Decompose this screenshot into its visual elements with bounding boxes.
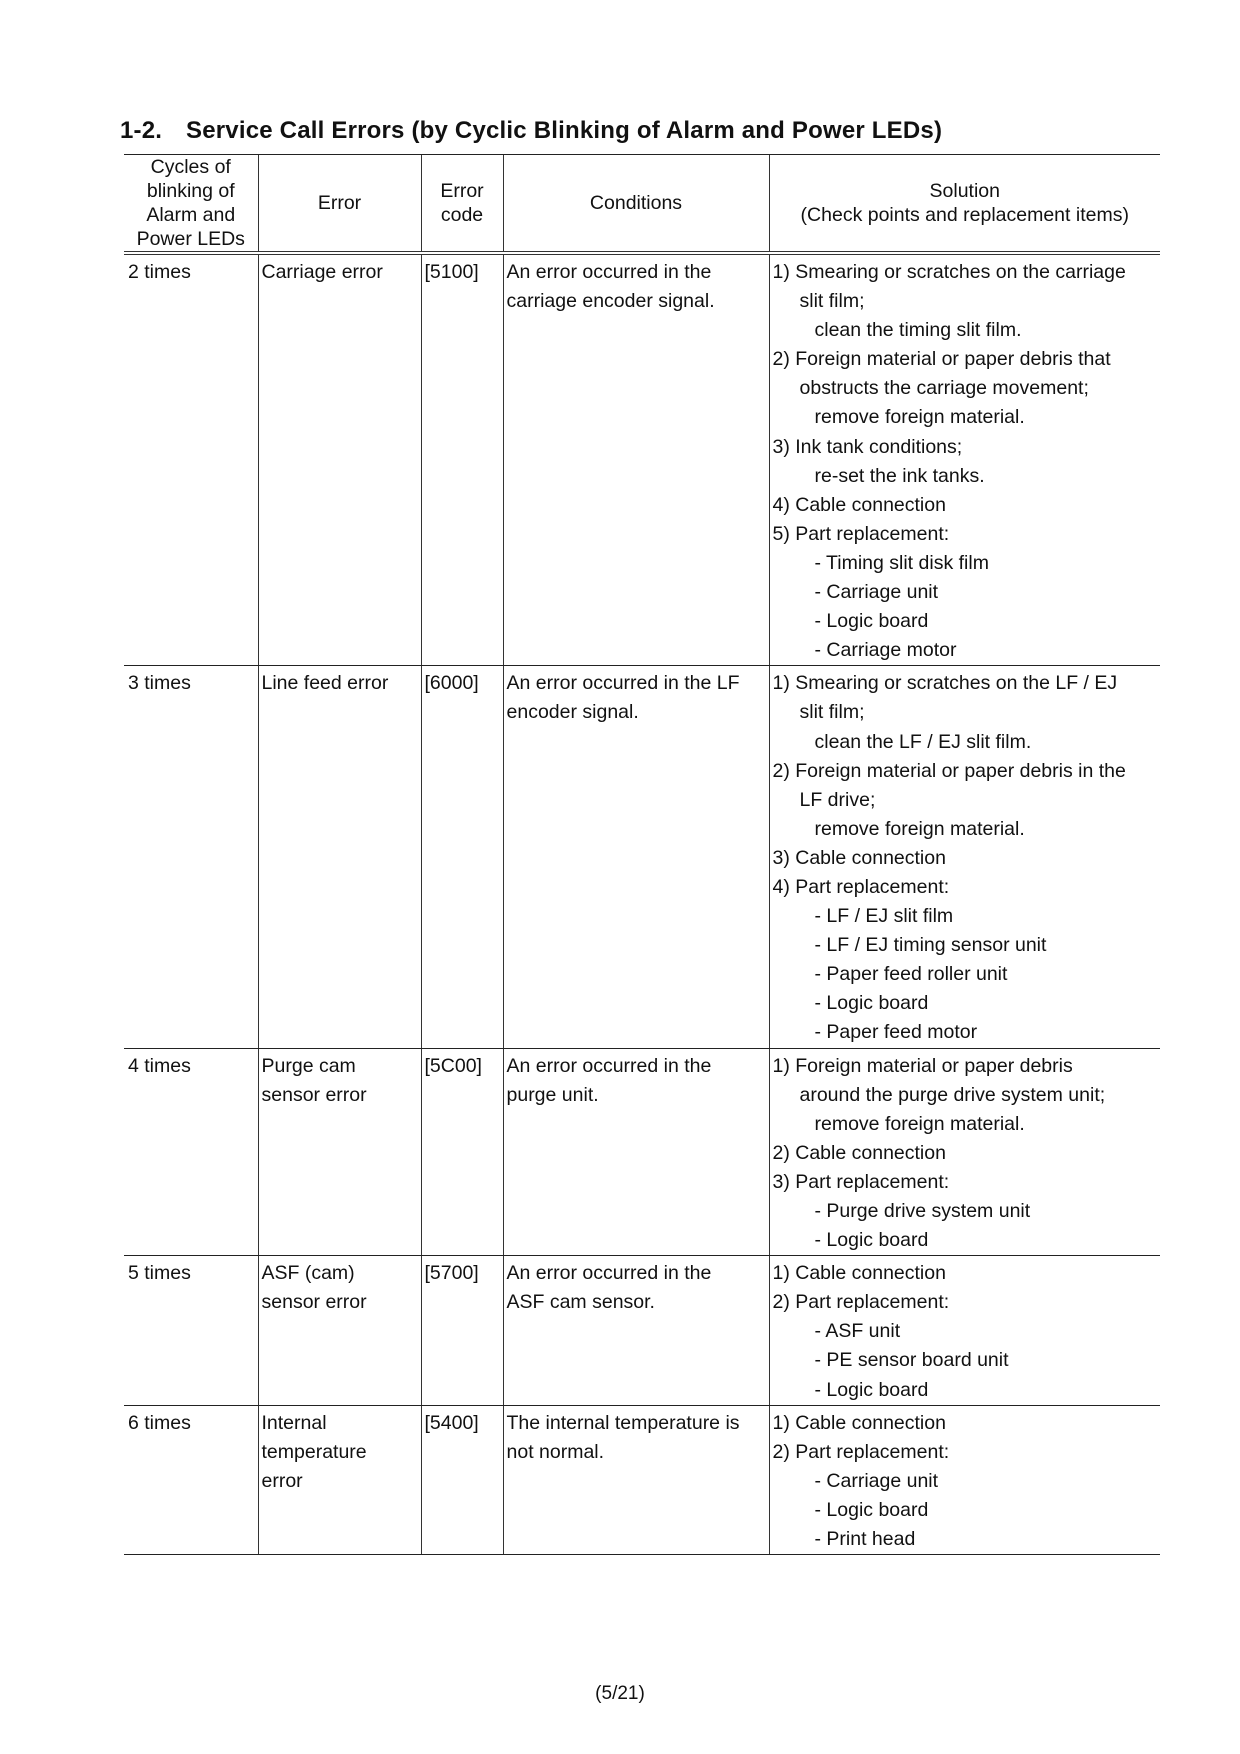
conditions-line: not normal.: [506, 1440, 605, 1463]
conditions-line: ASF cam sensor.: [506, 1291, 655, 1314]
solution-line: - Print head: [814, 1528, 916, 1551]
error-name-line: Purge cam: [261, 1054, 356, 1077]
solution-line: - Logic board: [814, 1378, 929, 1401]
solution-line: 2) Cable connection: [772, 1141, 946, 1164]
solution-line: 1) Smearing or scratches on the carriage: [772, 261, 1126, 283]
solution-cell: [769, 253, 1160, 666]
solution-line: 2) Foreign material or paper debris in the: [772, 759, 1126, 782]
error-cell: [258, 1405, 421, 1554]
error-code-cell: [421, 666, 503, 1048]
error-name-line: sensor error: [261, 1291, 367, 1314]
solution-line: slit film;: [799, 701, 865, 724]
header-code: [421, 155, 503, 254]
solution-line: LF drive;: [799, 788, 876, 811]
header-cycles: [124, 155, 258, 254]
solution-line: obstructs the carriage movement;: [799, 377, 1089, 400]
solution-line: 3) Part replacement:: [772, 1170, 950, 1193]
cycles-text: 3 times: [128, 672, 191, 695]
conditions-line: An error occurred in the: [506, 261, 712, 283]
section-number: 1-2.: [120, 117, 163, 144]
conditions-line: An error occurred in the: [506, 1054, 712, 1077]
solution-line: - Logic board: [814, 1498, 929, 1521]
header-conditions: [503, 155, 769, 254]
solution-line: - Purge drive system unit: [814, 1200, 1031, 1222]
header-solution-line: Solution: [929, 180, 1000, 202]
table-row: [124, 1405, 1160, 1554]
solution-cell: [769, 1405, 1160, 1554]
solution-line: 4) Part replacement:: [772, 875, 950, 898]
solution-line: 4) Cable connection: [772, 493, 946, 516]
cycles-text: 4 times: [128, 1054, 191, 1077]
conditions-line: encoder signal.: [506, 701, 639, 724]
table-row: [124, 253, 1160, 666]
conditions-cell: [503, 666, 769, 1048]
solution-line: 5) Part replacement:: [772, 522, 950, 545]
error-name-line: ASF (cam): [261, 1262, 355, 1285]
error-code-cell: [421, 1048, 503, 1256]
solution-line: - Timing slit disk film: [814, 551, 989, 574]
solution-line: slit film;: [799, 290, 865, 313]
conditions-cell: [503, 1405, 769, 1554]
error-name-line: Internal: [261, 1411, 327, 1434]
conditions-line: An error occurred in the: [506, 1262, 712, 1285]
cycles-cell: [124, 1405, 258, 1554]
solution-line: around the purge drive system unit;: [799, 1083, 1106, 1106]
solution-line: remove foreign material.: [814, 817, 1025, 840]
error-cell: [258, 1048, 421, 1256]
cycles-text: 6 times: [128, 1411, 191, 1434]
error-code: [5400]: [424, 1411, 479, 1434]
error-code: [5700]: [424, 1262, 479, 1285]
cycles-cell: [124, 253, 258, 666]
cycles-cell: [124, 1256, 258, 1405]
solution-line: - Logic board: [814, 992, 929, 1015]
conditions-cell: [503, 1256, 769, 1405]
error-name-line: sensor error: [261, 1083, 367, 1106]
solution-line: 2) Part replacement:: [772, 1440, 950, 1463]
solution-line: remove foreign material.: [814, 406, 1025, 429]
error-cell: [258, 1256, 421, 1405]
error-name-line: Carriage error: [261, 261, 383, 283]
table-row: [124, 1256, 1160, 1405]
solution-line: 1) Cable connection: [772, 1411, 946, 1434]
conditions-cell: [503, 253, 769, 666]
solution-line: - Carriage motor: [814, 639, 957, 662]
conditions-line: The internal temperature is: [506, 1411, 740, 1434]
header-solution: [769, 155, 1160, 254]
error-code: [6000]: [424, 672, 479, 695]
solution-line: 1) Cable connection: [772, 1262, 946, 1285]
table-header: [124, 155, 1160, 254]
solution-cell: [769, 1048, 1160, 1256]
error-cell: [258, 253, 421, 666]
header-cycles-line: blinking of: [146, 180, 235, 202]
cycles-cell: [124, 666, 258, 1048]
page-title: [120, 117, 942, 145]
solution-line: - Carriage unit: [814, 1469, 939, 1492]
page-number: (5/21): [595, 1683, 645, 1704]
conditions-line: carriage encoder signal.: [506, 290, 715, 313]
header-row: [124, 155, 1160, 254]
error-code-cell: [421, 1256, 503, 1405]
error-code-cell: [421, 253, 503, 666]
solution-line: 2) Foreign material or paper debris that: [772, 348, 1111, 371]
error-name-line: error: [261, 1469, 303, 1492]
solution-line: clean the LF / EJ slit film.: [814, 730, 1032, 753]
solution-line: 3) Ink tank conditions;: [772, 435, 963, 458]
error-name-line: Line feed error: [261, 672, 389, 695]
solution-line: - Logic board: [814, 610, 929, 633]
header-cycles-line: Power LEDs: [136, 228, 245, 250]
conditions-line: purge unit.: [506, 1083, 599, 1106]
conditions-cell: [503, 1048, 769, 1256]
solution-line: - ASF unit: [814, 1320, 901, 1343]
table-row: [124, 1048, 1160, 1256]
table-row: [124, 666, 1160, 1048]
header-cycles-line: Alarm and: [146, 204, 236, 226]
header-code-line: code: [440, 204, 484, 226]
header-cycles-line: Cycles of: [150, 156, 231, 178]
cycles-cell: [124, 1048, 258, 1256]
solution-line: - LF / EJ timing sensor unit: [814, 934, 1047, 957]
header-solution-line: (Check points and replacement items): [800, 204, 1129, 226]
solution-line: 1) Smearing or scratches on the LF / EJ: [772, 672, 1118, 695]
solution-line: 2) Part replacement:: [772, 1291, 950, 1314]
cycles-text: 5 times: [128, 1262, 191, 1285]
solution-line: - Logic board: [814, 1229, 929, 1252]
solution-cell: [769, 666, 1160, 1048]
error-code: [5C00]: [424, 1054, 482, 1077]
service-call-errors-table: [124, 154, 1160, 1555]
cycles-text: 2 times: [128, 261, 191, 283]
solution-line: 1) Foreign material or paper debris: [772, 1054, 1073, 1077]
header-error: [258, 155, 421, 254]
section-title: Service Call Errors (by Cyclic Blinking of Alarm and Power LEDs): [186, 117, 943, 144]
header-conditions-line: Conditions: [589, 192, 683, 214]
error-code: [5100]: [424, 261, 479, 283]
conditions-line: An error occurred in the LF: [506, 672, 740, 695]
solution-line: - Paper feed roller unit: [814, 963, 1008, 986]
solution-line: clean the timing slit film.: [814, 319, 1022, 342]
header-error-line: Error: [317, 192, 362, 214]
solution-line: - LF / EJ slit film: [814, 905, 954, 928]
solution-line: - Paper feed motor: [814, 1021, 978, 1044]
solution-cell: [769, 1256, 1160, 1405]
header-code-line: Error: [440, 180, 484, 202]
solution-line: - PE sensor board unit: [814, 1349, 1009, 1372]
solution-line: remove foreign material.: [814, 1112, 1025, 1135]
solution-line: - Carriage unit: [814, 581, 939, 604]
error-cell: [258, 666, 421, 1048]
solution-line: re-set the ink tanks.: [814, 464, 985, 487]
error-code-cell: [421, 1405, 503, 1554]
error-name-line: temperature: [261, 1440, 367, 1463]
solution-line: 3) Cable connection: [772, 846, 946, 869]
table-body: [124, 253, 1160, 1555]
